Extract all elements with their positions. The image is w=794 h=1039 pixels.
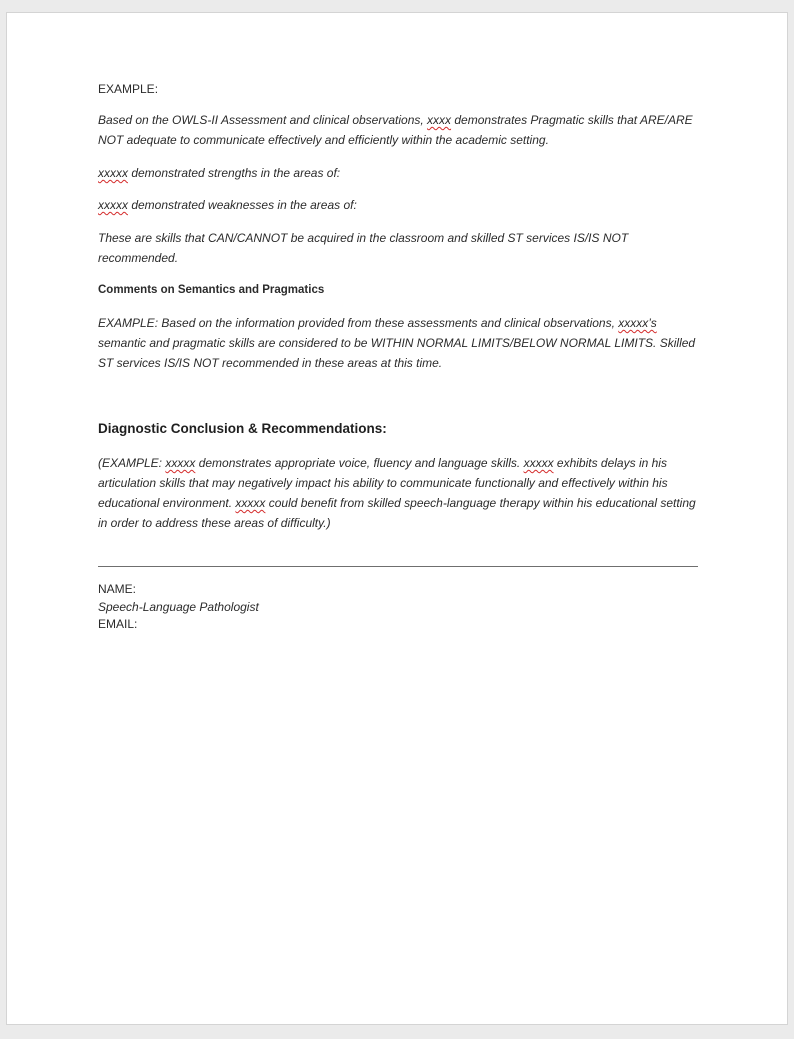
diagnostic-heading: Diagnostic Conclusion & Recommendations: — [98, 421, 387, 436]
signature-name-label: NAME: — [98, 582, 137, 596]
comments-paragraph — [98, 313, 708, 373]
document-page — [6, 12, 788, 1025]
client-name-placeholder[interactable]: xxxx — [427, 113, 452, 127]
para-text: could benefit from skilled speech-language therapy within his educational setting in order to address these areas of difficulty.) — [98, 496, 696, 530]
signature-email-label: EMAIL: — [98, 617, 138, 631]
para-text: EXAMPLE: Based on the information provided from these assessments and clinical observations, — [98, 316, 619, 330]
client-name-placeholder[interactable]: xxxxx — [98, 198, 128, 212]
weaknesses-line — [98, 195, 708, 215]
client-name-placeholder[interactable]: xxxxx’s — [618, 316, 657, 330]
para-text: demonstrated weaknesses in the areas of: — [128, 198, 357, 212]
client-name-placeholder[interactable]: xxxxx — [523, 456, 554, 470]
para-text: semantic and pragmatic skills are considered to be WITHIN NORMAL LIMITS/BELOW NORMAL LIMITS. Skilled ST services IS/IS NOT recommended in these areas at this time. — [98, 336, 696, 370]
para-text: demonstrated strengths in the areas of: — [128, 166, 341, 180]
signature-title: Speech-Language Pathologist — [98, 600, 259, 614]
diagnostic-paragraph — [98, 453, 708, 533]
comments-heading: Comments on Semantics and Pragmatics — [98, 284, 325, 296]
para-text: demonstrates appropriate voice, fluency and language skills. — [195, 456, 524, 470]
para-text: (EXAMPLE: — [98, 456, 166, 470]
client-name-placeholder[interactable]: xxxxx — [98, 166, 128, 180]
pragmatics-paragraph — [98, 110, 708, 150]
strengths-line — [98, 163, 708, 183]
signature-divider — [98, 566, 698, 567]
client-name-placeholder[interactable]: xxxxx — [165, 456, 196, 470]
skills-paragraph: These are skills that CAN/CANNOT be acquired in the classroom and skilled ST services IS/IS NOT recommended. — [98, 231, 629, 265]
example-label: EXAMPLE: — [98, 82, 159, 96]
para-text: demonstrates Pragmatic skills that ARE/ARE NOT adequate to communicate effectively and efficiently within the academic setting. — [98, 113, 693, 147]
para-text: Based on the OWLS-II Assessment and clinical observations, — [98, 113, 428, 127]
client-name-placeholder[interactable]: xxxxx — [235, 496, 266, 510]
para-text: exhibits delays in his articulation skills that may negatively impact his ability to communicate functionally and effectively within his educational environment. — [98, 456, 668, 510]
